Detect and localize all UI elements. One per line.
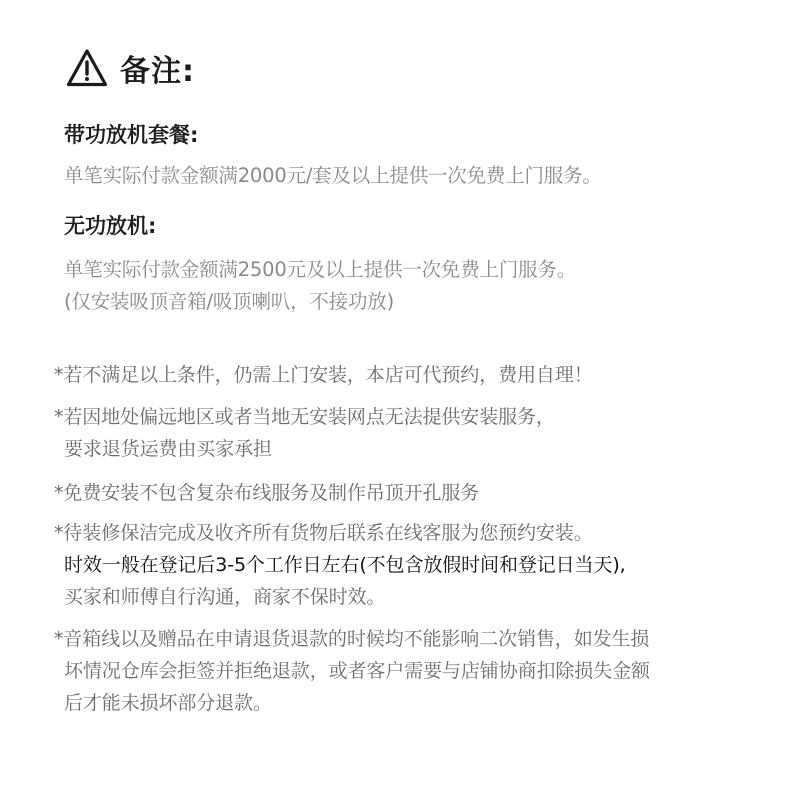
- note-remote-area: *若因地处偏远地区或者当地无安装网点无法提供安装服务，: [54, 406, 555, 428]
- without-amp-title: 无功放机:: [64, 214, 157, 238]
- without-amp-condition: 单笔实际付款金额满2500元及以上提供一次免费上门服务。: [64, 258, 577, 281]
- remarks-title: 备注:: [120, 54, 195, 89]
- without-amp-scope: (仅安装吸顶音箱/吸顶喇叭，不接功放): [64, 290, 394, 313]
- note-free-install-scope: *免费安装不包含复杂布线服务及制作吊顶开孔服务: [54, 482, 480, 504]
- with-amp-title: 带功放机套餐:: [64, 123, 199, 147]
- note-booking-timeline: 时效一般在登记后3-5个工作日左右(不包含放假时间和登记日当天),: [64, 554, 626, 576]
- warning-triangle-icon: [66, 48, 108, 88]
- note-booking: *待装修保洁完成及收齐所有货物后联系在线客服为您预约安装。: [54, 522, 593, 544]
- with-amp-condition: 单笔实际付款金额满2000元/套及以上提供一次免费上门服务。: [64, 164, 602, 187]
- note-returns: *音箱线以及赠品在申请退货退款的时候均不能影响二次销售，如发生损: [54, 628, 650, 650]
- remarks-header: [66, 46, 195, 90]
- note-returns-cont-1: 坏情况仓库会拒签并拒绝退款，或者客户需要与店铺协商扣除损失金额: [64, 660, 650, 682]
- note-returns-cont-2: 后才能未损坏部分退款。: [64, 692, 272, 714]
- note-conditions: *若不满足以上条件，仍需上门安装，本店可代预约，费用自理！: [54, 364, 593, 386]
- note-remote-area-cont: 要求退货运费由买家承担: [64, 438, 272, 460]
- note-booking-cont: 买家和师傅自行沟通，商家不保时效。: [64, 586, 386, 608]
